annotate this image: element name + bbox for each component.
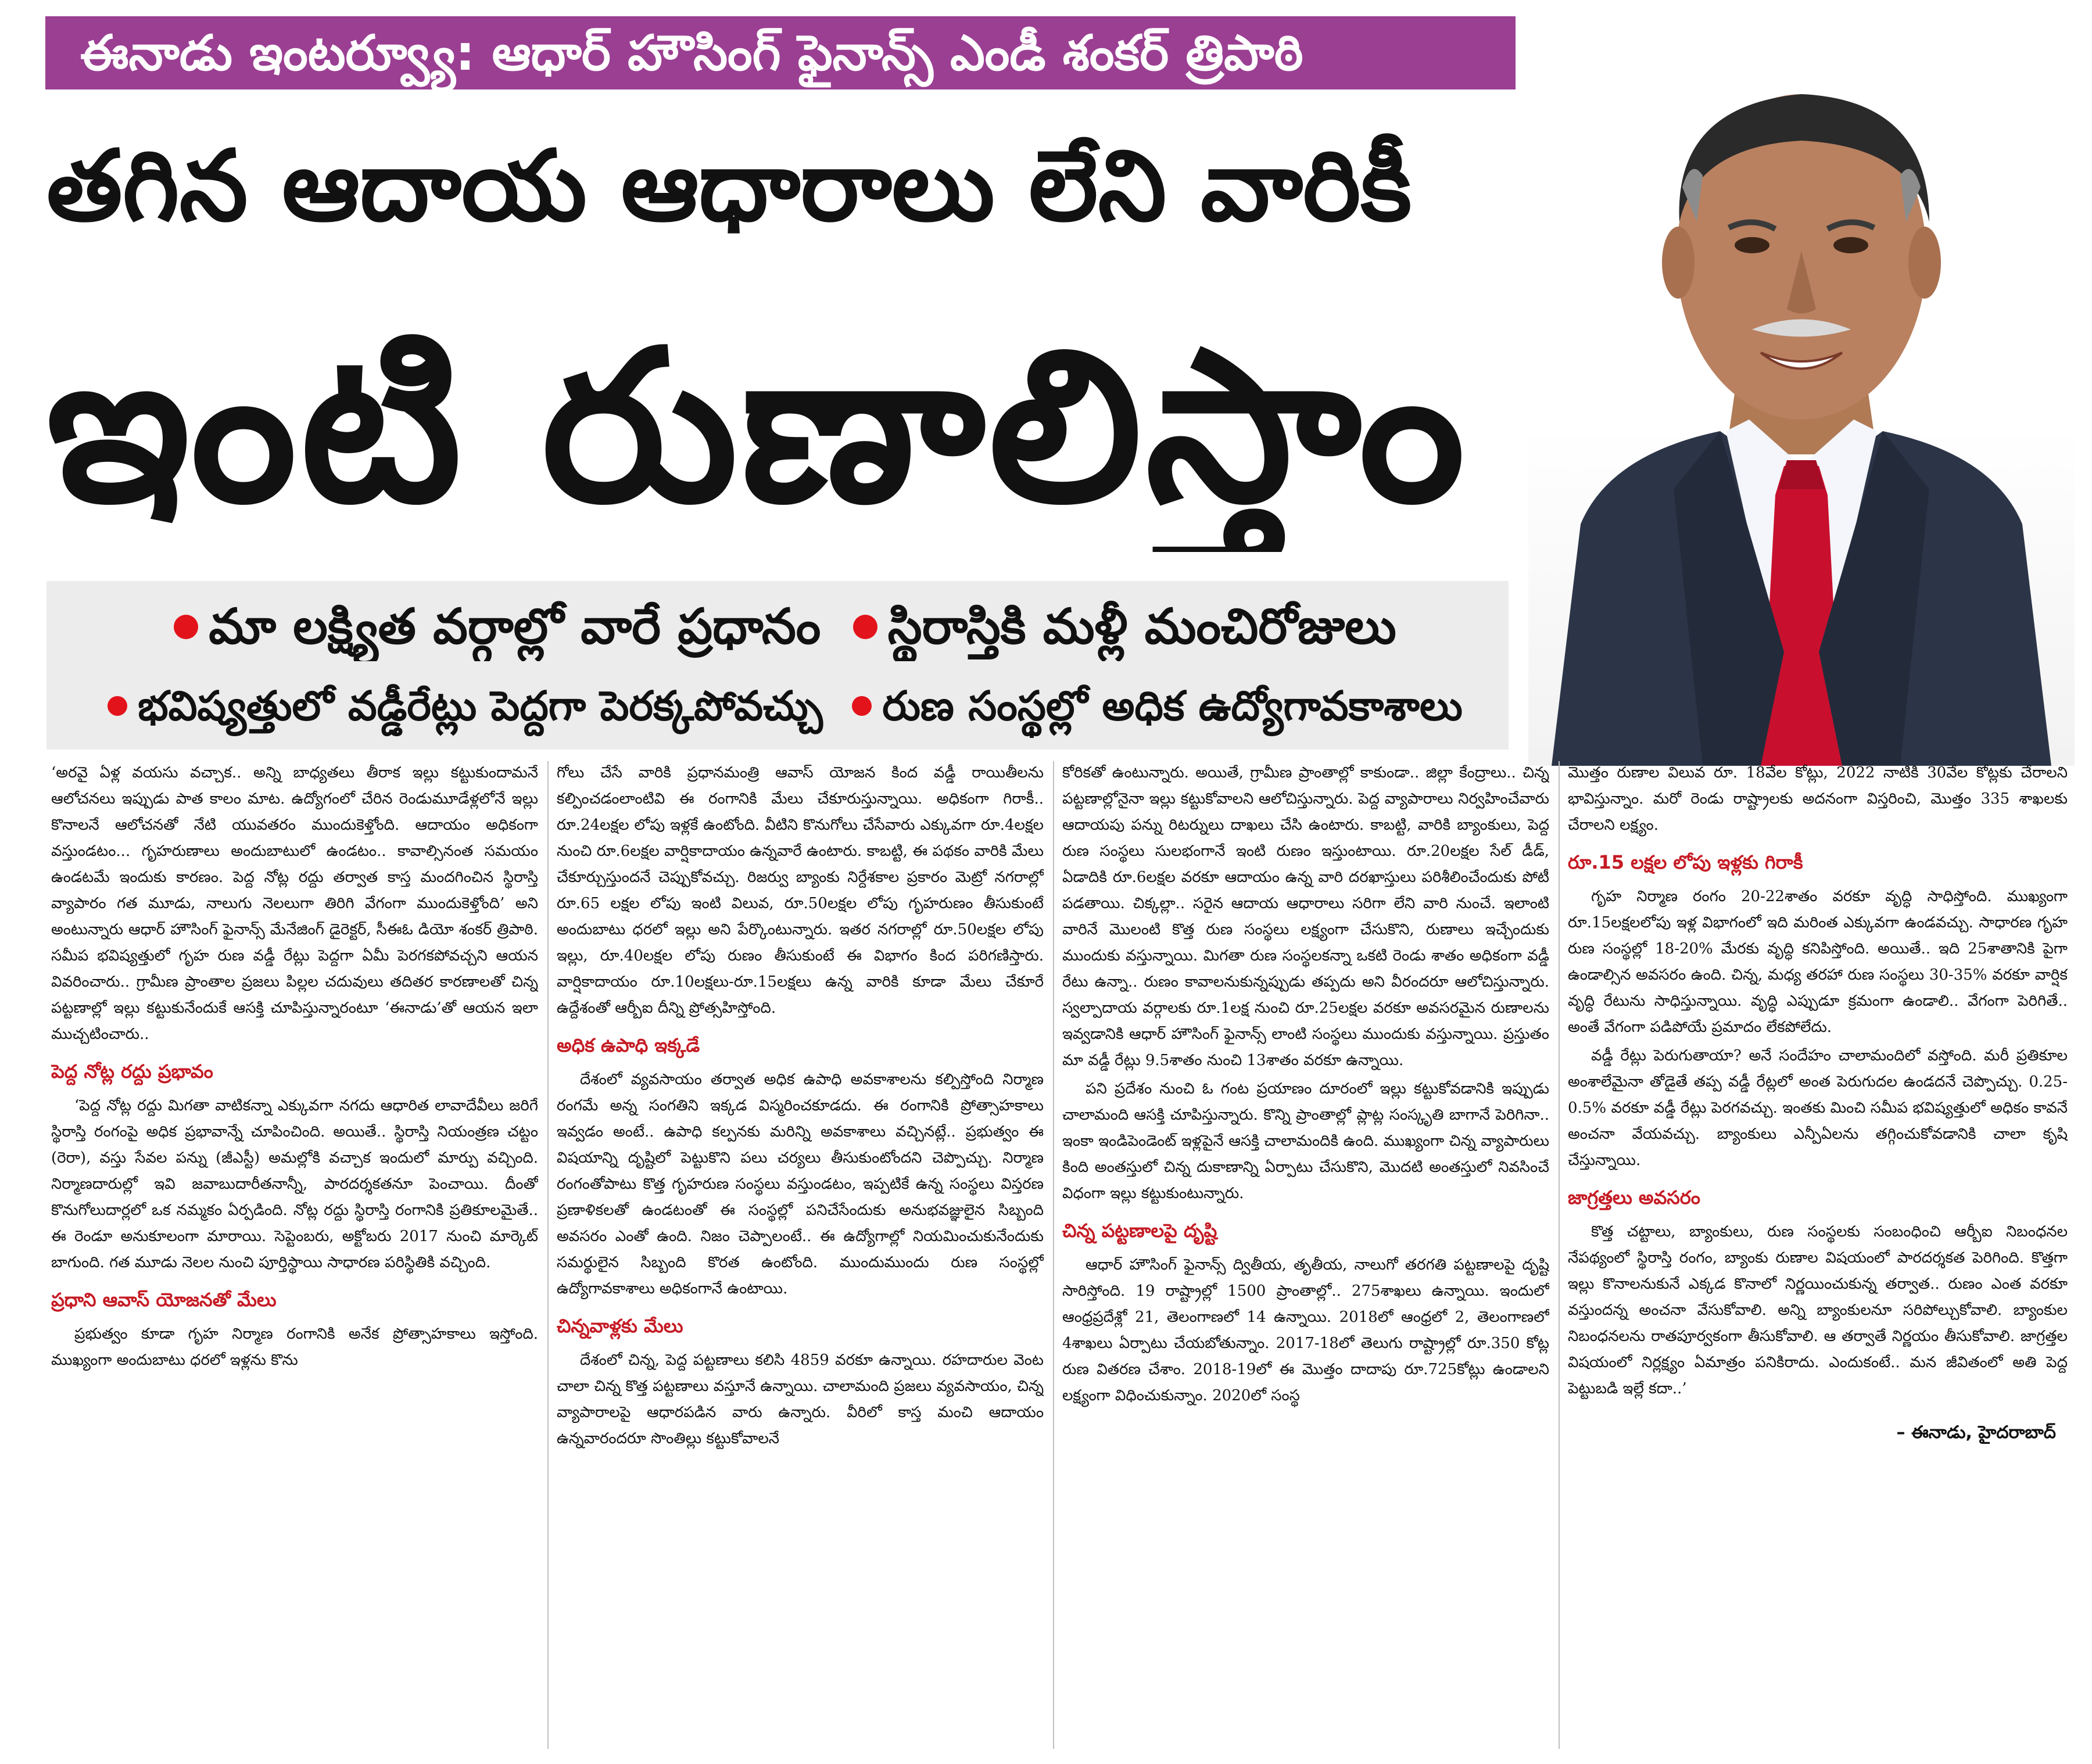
column-divider [547,761,549,1749]
highlight-item: భవిష్యత్తులో వడ్డీరేట్లు పెద్దగా పెరక్కపోవచ్చు [138,682,823,730]
highlight-item: స్థిరాస్తికి మళ్లీ మంచిరోజులు [887,598,1396,655]
subheading: పెద్ద నోట్ల రద్దు ప్రభావం [51,1060,213,1082]
paragraph: దేశంలో వ్యవసాయం తర్వాత అధిక ఉపాధి అవకాశాలను కల్పిస్తోంది నిర్మాణ రంగమే అన్న సంగతిని ఇక్కడ విస్మరించకూడదు. ఈ రంగానికి ప్రోత్సాహకాలు ఇవ్వడం అంటే.. ఉపాధి కల్పనకు మరిన్ని అవకాశాలు వచ్చినట్లే.. ప్రభుత్వం ఈ విషయాన్ని దృష్టిలో పెట్టుకొని పలు చర్యలు తీసుకుంటోందని చెప్పొచ్చు. నిర్మాణ రంగంతోపాటు కొత్త గృహరుణ సంస్థలు వస్తుండటం, ఇప్పటికే ఉన్న సంస్థలు విస్తరణ ప్రణాళికలతో ఉండటంతో ఈ సంస్థల్లో పనిచేసేందుకు అనుభవజ్ఞులైన సిబ్బంది అవసరం ఎంతో ఉంది. నిజం చెప్పాలంటే.. ఈ ఉద్యోగాల్లో నియమించుకునేందుకు సమర్థులైన సిబ్బంది కొరత ఉంటోంది. ముందుముందు రుణ సంస్థల్లో ఉద్యోగావకాశాలు అధికంగానే ఉంటాయి. [557,1071,1044,1297]
article-column-3 [1062,760,1549,1754]
column-divider [1559,761,1560,1749]
subheading: చిన్న పట్టణాలపై దృష్టి [1062,1220,1217,1242]
portrait-illustration [1528,13,2075,766]
headline-line-1: తగిన ఆదాయ ఆధారాలు లేని వారికీ [46,129,1412,243]
bullet-icon [852,696,872,716]
bullet-icon [174,615,198,639]
highlights-row-1 [46,591,1509,661]
paragraph: గోలు చేసే వారికి ప్రధానమంత్రి ఆవాస్ యోజన కింద వడ్డీ రాయితీలను కల్పించడంలాంటివి ఈ రంగానికి మేలు చేకూరుస్తున్నాయి. అధికంగా గిరాకీ.. రూ.24లక్షల లోపు ఇళ్లకే ఉంటోంది. వీటిని కొనుగోలు చేసేవారు ఎక్కువగా రూ.4లక్షల నుంచి రూ.6లక్షల వార్షికాదాయం ఉన్నవారే ఉంటారు. కాబట్టి, ఈ పథకం వారికి మేలు చేకూర్చుస్తుందనే చెప్పుకోవచ్చు. రిజర్వు బ్యాంకు నిర్దేశకాల ప్రకారం మెట్రో నగరాల్లో రూ.65 లక్షల లోపు ఇంటి విలువ, రూ.50లక్షల లోపు గృహరుణం తీసుకుంటే అందుబాటు ధరలో ఇల్లు అని పేర్కొంటున్నారు. ఇతర నగరాల్లో రూ.50లక్షల లోపు ఇల్లు, రూ.40లక్షల లోపు రుణం తీసుకుంటే ఈ విభాగం కింద పరిగణిస్తారు. వార్షికాదాయం రూ.10లక్షలు-రూ.15లక్షలు ఉన్న వారికి కూడా మేలు చేకూరే ఉద్దేశంతో ఆర్బీఐ దీన్ని ప్రోత్సహిస్తోంది. [557,764,1044,1017]
highlights-row-2 [46,674,1509,738]
paragraph: మొత్తం రుణాల విలువ రూ. 18వేల కోట్లు, 2022 నాటికి 30వేల కోట్లకు చేరాలని భావిస్తున్నాం. మరో రెండు రాష్ట్రాలకు అదనంగా విస్తరించి, మొత్తం 335 శాఖలకు చేరాలని లక్ష్యం. [1568,764,2068,834]
paragraph: గృహ నిర్మాణ రంగం 20-22శాతం వరకూ వృద్ధి సాధిస్తోంది. ముఖ్యంగా రూ.15లక్షలలోపు ఇళ్ల విభాగంలో ఇది మరింత ఎక్కువగా ఉండవచ్చు. సాధారణ గృహ రుణ సంస్థల్లో 18-20% మేరకు వృద్ధి కనిపిస్తోంది. అయితే.. ఇది 25శాతానికి పైగా ఉండాల్సిన అవసరం ఉంది. చిన్న, మధ్య తరహా రుణ సంస్థలు 30-35% వరకూ వార్షిక వృద్ధి రేటును సాధిస్తున్నాయి. వృద్ధి ఎప్పుడూ క్రమంగా ఉండాలి.. వేగంగా పెరిగితే.. అంతే వేగంగా పడిపోయే ప్రమాదం లేకపోలేదు. [1568,888,2068,1036]
paragraph: కొత్త చట్టాలు, బ్యాంకులు, రుణ సంస్థలకు సంబంధించి ఆర్బీఐ నిబంధనల నేపథ్యంలో స్థిరాస్తి రంగం, బ్యాంకు రుణాల విషయంలో పారదర్శకత పెరిగింది. కొత్తగా ఇల్లు కొనాలనుకునే ఎక్కడ కొనాలో నిర్ణయించుకున్న తర్వాత.. రుణం ఎంత వరకూ వస్తుందన్న అంచనా వేసుకోవాలి. అన్ని బ్యాంకులనూ సరిపోల్చుకోవాలి. బ్యాంకుల నిబంధనలను రాతపూర్వకంగా తీసుకోవాలి. ఆ తర్వాతే నిర్ణయం తీసుకోవాలి. జాగ్రత్తల విషయంలో నిర్లక్ష్యం ఏమాత్రం పనికిరాదు. ఎందుకంటే.. మన జీవితంలో అతి పెద్ద పెట్టుబడి ఇల్లే కదా..’ [1568,1223,2068,1397]
headline-line-2: ఇంటి రుణాలిస్తాం [46,305,1468,548]
article-column-2 [557,760,1044,1754]
subheading: జాగ్రత్తలు అవసరం [1568,1186,1700,1209]
paragraph: ఆధార్ హౌసింగ్ ఫైనాన్స్ ద్వితీయ, తృతీయ, నాలుగో తరగతి పట్టణాలపై దృష్టి సారిస్తోంది. 19 రాష్ట్రాల్లో 1500 ప్రాంతాల్లో.. 275శాఖలు ఉన్నాయి. ఇందులో ఆంధ్రప్రదేశ్లో 21, తెలంగాణలో 14 ఉన్నాయి. 2018లో ఆంధ్రలో 2, తెలంగాణలో 4శాఖలు ఏర్పాటు చేయబోతున్నాం. 2017-18లో తెలుగు రాష్ట్రాల్లో రూ.350 కోట్ల రుణ వితరణ చేశాం. 2018-19లో ఈ మొత్తం దాదాపు రూ.725కోట్లు ఉండాలని లక్ష్యంగా విధించుకున్నాం. 2020లో సంస్థ [1062,1256,1549,1404]
paragraph: దేశంలో చిన్న, పెద్ద పట్టణాలు కలిసి 4859 వరకూ ఉన్నాయి. రహదారుల వెంట చాలా చిన్న కొత్త పట్టణాలు వస్తూనే ఉన్నాయి. చాలామంది ప్రజలు వ్యవసాయం, చిన్న వ్యాపారాలపై ఆధారపడిన వారు ఉన్నారు. వీరిలో కాస్త మంచి ఆదాయం ఉన్నవారందరూ సొంతిల్లు కట్టుకోవాలనే [557,1351,1044,1447]
article-column-1 [51,760,538,1754]
subheading: అధిక ఉపాధి ఇక్కడే [557,1034,700,1056]
highlight-item: రుణ సంస్థల్లో అధిక ఉద్యోగావకాశాలు [882,682,1463,730]
subheading: ప్రధాని ఆవాస్ యోజనతో మేలు [51,1289,277,1311]
bullet-icon [108,696,127,716]
column-divider [1053,761,1054,1749]
subheading: చిన్నవాళ్లకు మేలు [557,1315,683,1337]
paragraph: పని ప్రదేశం నుంచి ఓ గంట ప్రయాణం దూరంలో ఇల్లు కట్టుకోవడానికి ఇప్పుడు చాలామంది ఆసక్తి చూపిస్తున్నారు. కొన్ని ప్రాంతాల్లో ప్లాట్ల సంస్కృతి బాగానే పెరిగినా.. ఇంకా ఇండిపెండెంట్ ఇళ్లపైనే ఆసక్తి చాలామందికి ఉంది. ముఖ్యంగా చిన్న వ్యాపారులు కింది అంతస్తులో చిన్న దుకాణాన్ని ఏర్పాటు చేసుకొని, మొదటి అంతస్తులో నివసించే విధంగా ఇల్లు కట్టుకుంటున్నారు. [1062,1080,1549,1202]
highlights-box [46,581,1509,750]
article-column-4 [1568,760,2068,1754]
paragraph: ప్రభుత్వం కూడా గృహ నిర్మాణ రంగానికి అనేక ప్రోత్సాహకాలు ఇస్తోంది. ముఖ్యంగా అందుబాటు ధరలో ఇళ్లను కొను [51,1325,538,1369]
paragraph: వడ్డీ రేట్లు పెరుగుతాయా? అనే సందేహం చాలామందిలో వస్తోంది. మరీ ప్రతికూల అంశాలేమైనా తోడైతే తప్ప వడ్డీ రేట్లలో అంత పెరుగుదల ఉండదనే చెప్పొచ్చు. 0.25-0.5% వరకూ వడ్డీ రేట్లు పెరగవచ్చు. ఇంతకు మించి సమీప భవిష్యత్తులో అధికం కావనే అంచనా వేయవచ్చు. బ్యాంకులు ఎన్పీఏలను తగ్గించుకోవడానికి చాలా కృషి చేస్తున్నాయి. [1568,1047,2068,1169]
portrait-photo [1528,13,2075,766]
highlight-item: మా లక్ష్యిత వర్గాల్లో వారే ప్రధానం [209,598,821,655]
paragraph: కోరికతో ఉంటున్నారు. అయితే, గ్రామీణ ప్రాంతాల్లో కాకుండా.. జిల్లా కేంద్రాలు.. చిన్న పట్టణాల్లోనైనా ఇల్లు కట్టుకోవాలని ఆలోచిస్తున్నారు. పెద్ద వ్యాపారాలు నిర్వహించేవారు ఆదాయపు పన్ను రిటర్నులు దాఖలు చేసి ఉంటారు. కాబట్టి, వారికి బ్యాంకులు, పెద్ద రుణ సంస్థలు సులభంగానే ఇంటి రుణం ఇస్తుంటాయి. రూ.20లక్షల సేల్ డీడ్, ఏడాదికి రూ.6లక్షల వరకూ ఆదాయం ఉన్న వారి దరఖాస్తులు పరిశీలించేందుకు పోటీ పడతాయి. చిక్కల్లా.. సరైన ఆదాయ ఆధారాలు సరిగా లేని వారి నుంచే. ఇలాంటి వారినే మొలంటి కొత్త రుణ సంస్థలు లక్ష్యంగా చేసుకొని, రుణాలు ఇచ్చేందుకు ముందుకు వస్తున్నాయి. మిగతా రుణ సంస్థలకన్నా ఒకటి రెండు శాతం అధికంగా వడ్డీ రేటు ఉన్నా.. రుణం కావాలనుకున్నప్పుడు తప్పదు అని వీరందరూ ఆలోచిస్తున్నారు. స్వల్పాదాయ వర్గాలకు రూ.1లక్ష నుంచి రూ.25లక్షల వరకూ అవసరమైన రుణాలను ఇవ్వడానికి ఆధార్ హౌసింగ్ ఫైనాన్స్ లాంటి సంస్థలు ముందుకు వస్తున్నాయి. ప్రస్తుతం మా వడ్డీ రేట్లు 9.5శాతం నుంచి 13శాతం వరకూ ఉన్నాయి. [1062,764,1549,1069]
bullet-icon [853,615,877,639]
paragraph: ‘పెద్ద నోట్ల రద్దు మిగతా వాటికన్నా ఎక్కువగా నగదు ఆధారిత లావాదేవీలు జరిగే స్థిరాస్తి రంగంపై అధిక ప్రభావాన్నే చూపించింది. అయితే.. స్థిరాస్తి నియంత్రణ చట్టం (రెరా), వస్తు సేవల పన్ను (జీఎస్టీ) అమల్లోకి వచ్చాక ఇందులో మార్పు వచ్చింది. నిర్మాణదారుల్లో ఇవి జవాబుదారీతనాన్నీ, పారదర్శకతనూ పెంచాయి. దీంతో కొనుగోలుదార్లలో ఒక నమ్మకం ఏర్పడింది. నోట్ల రద్దు స్థిరాస్తి రంగానికి ప్రతికూలమైతే.. ఈ రెండూ అనుకూలంగా మారాయి. సెప్టెంబరు, అక్టోబరు 2017 నుంచి మార్కెట్ బాగుంది. గత మూడు నెలల నుంచి పూర్తిస్థాయి సాధారణ పరిస్థితికి వచ్చింది. [51,1097,538,1271]
intro-paragraph: ‘అరవై ఏళ్ల వయసు వచ్చాక.. అన్ని బాధ్యతలు తీరాక ఇల్లు కట్టుకుందామనే ఆలోచనలు ఇప్పుడు పాత కాలం మాట. ఉద్యోగంలో చేరిన రెండుమూడేళ్లలోనే ఇల్లు కొనాలనే ఆలోచనతో నేటి యువతరం ముందుకెళ్తోంది. ఆదాయం అధికంగా వస్తుండటం... గృహరుణాలు అందుబాటులో ఉండటం.. కావాల్సినంత సమయం ఉండటమే ఇందుకు కారణం. పెద్ద నోట్ల రద్దు తర్వాత కాస్త మందగించిన స్థిరాస్తి వ్యాపారం గత మూడు, నాలుగు నెలలుగా తిరిగి వేగంగా ముందుకెళ్తోంది’ అని అంటున్నారు ఆధార్ హౌసింగ్ ఫైనాన్స్ మేనేజింగ్ డైరెక్టర్, సీఈఓ డియో శంకర్ త్రిపాఠి. సమీప భవిష్యత్తులో గృహ రుణ వడ్డీ రేట్లు పెద్దగా ఏమీ పెరగకపోవచ్చని ఆయన వివరించారు.. గ్రామీణ ప్రాంతాల ప్రజలు పిల్లల చదువులు తదితర కారణాలతో చిన్న పట్టణాల్లో ఇల్లు కట్టుకునేందుకే ఆసక్తి చూపిస్తున్నారంటూ ‘ఈనాడు’తో ఆయన ఇలా ముచ్చటించారు.. [51,764,538,1043]
interview-banner: ఈనాడు ఇంటర్వ్యూ: ఆధార్ హౌసింగ్ ఫైనాన్స్ ఎండీ శంకర్ త్రిపాఠి [45,16,1516,89]
byline: – ఈనాడు, హైదరాబాద్ [1896,1422,2056,1443]
subheading: రూ.15 లక్షల లోపు ఇళ్లకు గిరాకీ [1568,851,1803,873]
